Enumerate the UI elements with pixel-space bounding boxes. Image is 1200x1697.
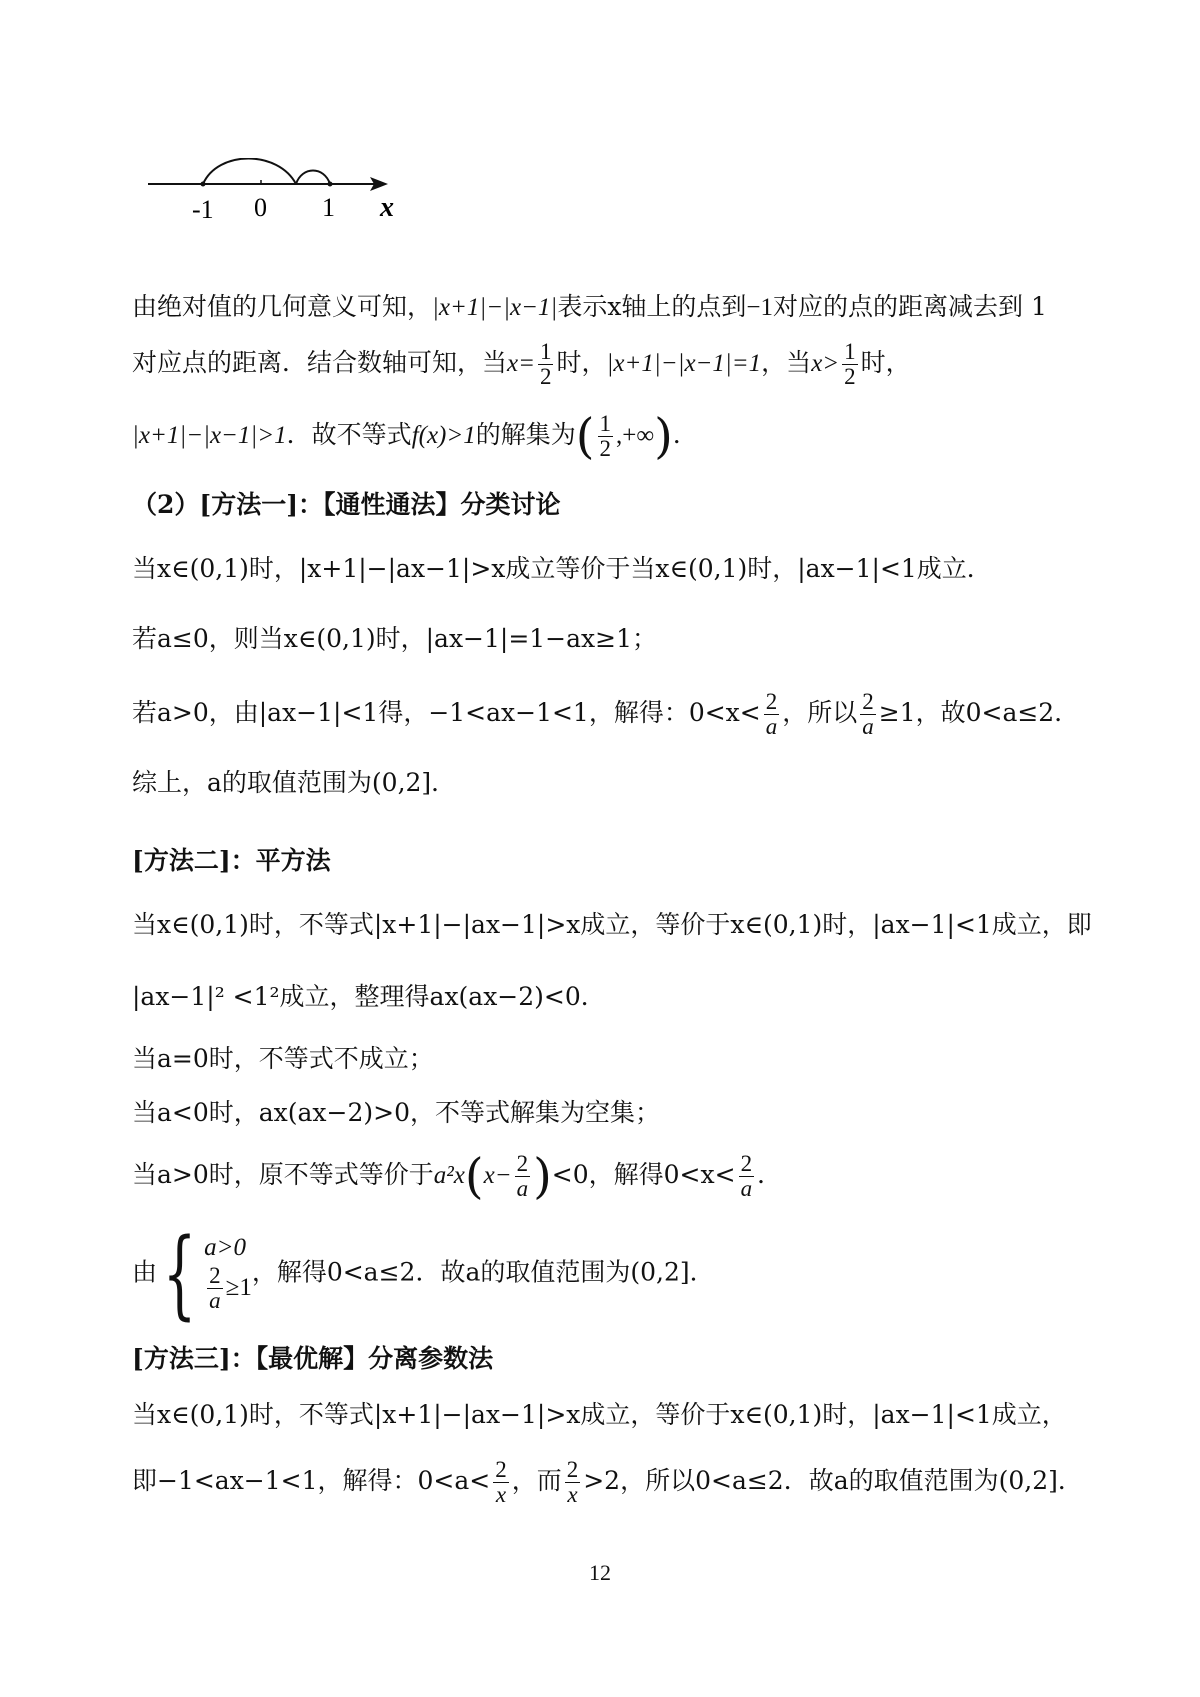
denominator: x [567,1482,578,1508]
point-neg1 [201,182,206,187]
m1-s3 [132,690,1079,739]
numerator: 2 [740,1151,753,1176]
numerator: 1 [539,339,552,364]
point-1 [328,182,333,187]
math-expr: a²x [433,1162,465,1190]
method2-heading: [方法二]：平方法 [132,846,331,875]
fraction-2-over-x [493,1458,509,1507]
denominator: 2 [599,436,611,462]
text: 由 [132,1257,158,1287]
system-row-1: a>0 [204,1233,246,1261]
denominator: a [765,714,778,740]
text: 时， [860,348,911,378]
inequality-system [157,1218,252,1330]
text: 时， [556,348,607,378]
denominator: a [740,1176,753,1202]
tick-label-neg1: -1 [192,195,214,224]
m2-s2: |ax−1|² <1²成立，整理得ax(ax−2)<0． [132,982,606,1011]
text: 即−1<ax−1<1，解得：0<a< [132,1466,491,1496]
fraction-2-over-a [739,1152,755,1201]
text: 由绝对值的几何意义可知， [132,292,433,321]
text: 表示x轴上的点到 [557,292,747,321]
denominator: a [862,714,874,740]
numerator: 1 [599,411,611,436]
math-expr: x> [811,350,840,378]
numerator: 2 [765,689,778,714]
fraction-2-over-a [207,1264,223,1313]
text: ，所以 [782,698,858,728]
system-rows [204,1235,252,1313]
paren-right: ) [654,408,673,465]
text: <0，解得0<x< [551,1160,736,1190]
paren-left: ( [464,1148,484,1205]
math-expr: f(x)>1 [411,422,476,450]
denominator: 2 [539,364,552,390]
math-expr: x= [507,350,535,378]
text: ≥1，故0<a≤2． [878,698,1080,728]
text: ． [672,420,698,450]
denominator: x [495,1482,507,1508]
numerator: 2 [566,1457,579,1482]
text: 若a>0，由|ax−1|<1得，−1<ax−1<1，解得：0<x< [132,698,761,728]
text: >2，所以0<a≤2．故a的取值范围为(0,2]． [583,1466,1083,1496]
number-line-figure [148,158,408,238]
text: ，当 [761,348,812,378]
m2-s4: 当a<0时，ax(ax−2)>0，不等式解集为空集； [132,1098,660,1127]
m2-s5 [132,1148,783,1205]
numerator: 2 [495,1457,507,1482]
paren-right: ) [533,1148,552,1205]
m3-s2 [132,1458,1083,1507]
text: 对应的点的距离减去到 1 [773,292,1047,321]
m1-s1: 当x∈(0,1)时，|x+1|−|ax−1|>x成立等价于当x∈(0,1)时，|ax−1|<1成立． [132,554,992,583]
denominator: a [516,1176,529,1202]
m1-s2: 若a≤0，则当x∈(0,1)时，|ax−1|=1−ax≥1； [132,624,657,653]
numerator: 1 [844,339,856,364]
arc-small [296,171,330,185]
p1-line3 [132,408,698,465]
arc-large [203,159,296,185]
text: ，解得0<a≤2．故a的取值范围为(0,2]． [251,1257,715,1287]
p1-line2 [132,340,911,389]
m2-s3: 当a=0时，不等式不成立； [132,1044,434,1073]
axis-label-x: x [380,192,394,223]
math-expr: |x+1|−|x−1|=1 [606,350,762,378]
fraction-2-over-a [764,690,780,739]
denominator: a [209,1288,221,1313]
p1-line1 [132,294,1047,320]
text: ，而 [511,1466,562,1496]
text: 的解集为 [475,420,576,450]
numerator: 2 [516,1151,529,1176]
text: 当a>0时，原不等式等价于 [132,1160,434,1190]
fraction-half [598,412,614,461]
method1-heading: （2）[方法一]：【通性通法】分类讨论 [132,490,561,519]
page-number: 12 [589,1560,611,1585]
math-expr: ≥1 [225,1274,252,1301]
m2-s1: 当x∈(0,1)时，不等式|x+1|−|ax−1|>x成立，等价于x∈(0,1)时，|ax−1|<1成立，即 [132,910,1092,939]
m3-s1: 当x∈(0,1)时，不等式|x+1|−|ax−1|>x成立，等价于x∈(0,1)时，|ax−1|<1成立， [132,1400,1067,1429]
text: 对应点的距离．结合数轴可知，当 [132,348,508,378]
math-expr: |x+1|−|x−1|>1 [132,422,287,450]
paren-left: ( [575,408,595,465]
math-expr: −1 [746,294,774,321]
denominator: 2 [844,364,856,390]
fraction-2-over-x [565,1458,581,1507]
system-row-2 [204,1264,252,1313]
fraction-half [842,340,858,389]
text: ． [757,1160,783,1190]
numerator: 2 [209,1262,221,1288]
method3-heading: [方法三]：【最优解】分离参数法 [132,1344,494,1373]
fraction-2-over-a [515,1152,531,1201]
m1-s4: 综上，a的取值范围为(0,2]． [132,768,457,797]
math-expr: x− [483,1162,512,1190]
numerator: 2 [862,689,874,714]
brace: { [162,1218,197,1330]
m2-s6 [132,1218,715,1330]
fraction-2-over-a [860,690,876,739]
math-expr: ,+∞ [616,422,655,450]
math-expr: |x+1|−|x−1| [432,294,558,321]
text: ．故不等式 [286,420,412,450]
fraction-half [538,340,554,389]
tick-label-0: 0 [254,193,267,222]
tick-label-1: 1 [322,193,335,222]
